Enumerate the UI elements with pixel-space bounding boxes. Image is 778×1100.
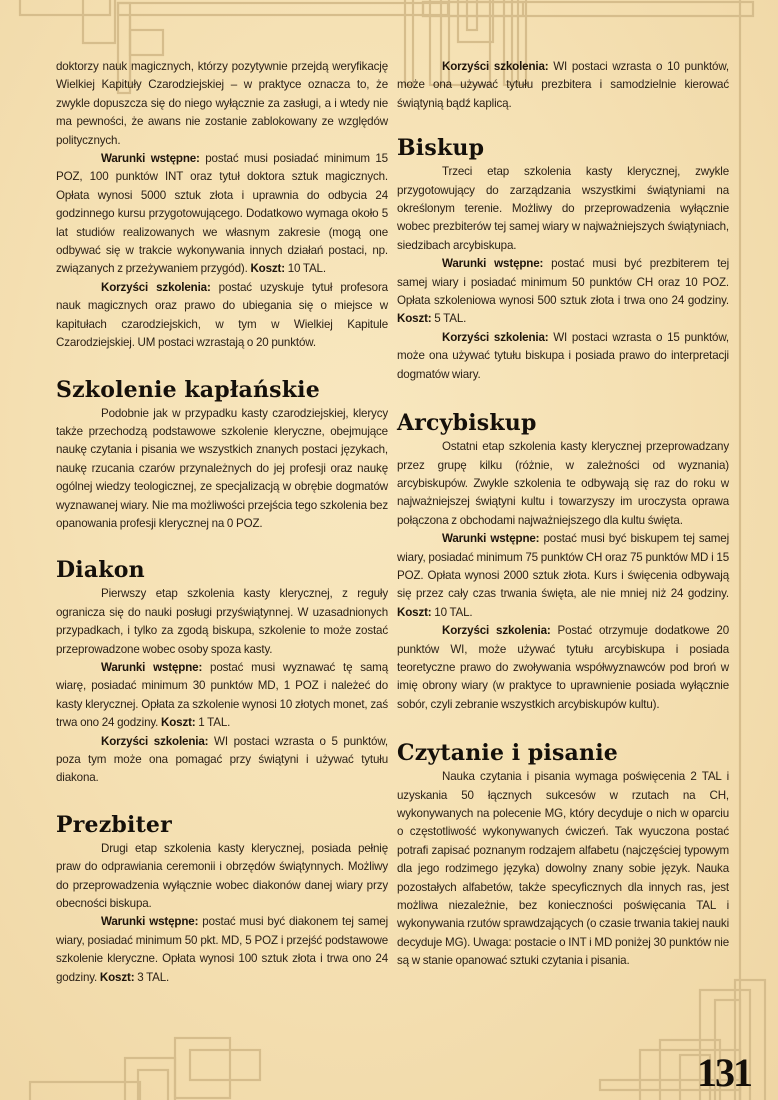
page-number: 131 [697, 1050, 751, 1095]
czytanie-paragraph: Nauka czytania i pisania wymaga poświęcenia 2 TAL i uzyskania 50 łącznych sukcesów w rzutach na CH, wykonywanych na polecenie MG, który decyduje o nich w oparciu o częstotliwość wykonywanych ćwiczeń. Tak wyuczona postać potrafi zapisać poznanym rodzajem alfabetu (najczęściej typowym dla jego rodzimego języka) dowolny znany sobie język. Nauka pozostałych alfabetów, także specyficznych dla innych ras, jest możliwa niezależnie, bez konieczności poświęcania TAL i wykonywania rzutów sprawdzających (o czasie trwania takiej nauki decyduje MG). Uwaga: postacie o INT i MD poniżej 30 punktów nie są w stanie opanować sztuki czytania i pisania. [397, 770, 729, 968]
cost-value: 10 TAL. [431, 605, 473, 619]
cost-label: Koszt: [99, 970, 135, 984]
benefits-text: Postać otrzymuje dodatkowe 20 punktów WI, może używać tytułu arcybiskupa i posiada teoretyczne prawo do zwoływania współwyznawców pod broń w imię obrony wiary (w praktyce to uprawnienie posiada wyłącznie sobór, czyli zebranie wszystkich arcybiskupów kultu). [397, 624, 729, 711]
benefits-label: Korzyści szkolenia: [101, 734, 209, 748]
requirements-text: postać musi wyznawać tę samą wiarę, posiadać minimum 30 punktów MD, 1 POZ i należeć do kasty klerycznej. Opłata za szkolenie wynosi 10 złotych monet, zaś trwa ono 24 godziny. [56, 660, 388, 730]
section-heading-diakon: Diakon [56, 557, 145, 584]
biskup-paragraph: Trzeci etap szkolenia kasty klerycznej, zwykle przygotowujący do zarządzania wszystkimi świątyniami na określonym terenie. Możliwy do przeprowadzenia wyłącznie wobec prezbiterów tej samej wiary w najważniejszych świątyniach, siedzibach arcybiskupa. [397, 165, 729, 252]
cost-label: Koszt: [161, 716, 196, 730]
cost-label: Koszt: [397, 312, 432, 326]
requirements-label: Warunki wstępne: [442, 257, 544, 271]
diakon-paragraph: Pierwszy etap szkolenia kasty klerycznej, z reguły ogranicza się do nauki posługi przyświątynnej. W uzasadnionych przypadkach, i tylko za zgodą biskupa, szkolenie to może zostać przeprowadzone wobec osoby spoza kasty. [56, 587, 388, 656]
benefits-text: WI postaci wzrasta o 5 punktów, poza tym może ona pomagać przy świątyni i używać tytułu diakona. [56, 734, 388, 785]
benefits-text: postać uzyskuje tytuł profesora nauk magicznych oraz prawo do ubiegania się o miejsce w kapitułach czarodziejskich, w tym w Wielkiej Kapitule Czarodziejskiej. UM postaci wzrastają o 20 punktów. [56, 280, 388, 350]
section-heading-szkolenie: Szkolenie kapłańskie [56, 376, 320, 403]
prezbiter-requirements [56, 913, 388, 987]
right-column [397, 58, 729, 971]
biskup-benefits [397, 329, 729, 384]
cost-value: 5 TAL. [431, 312, 467, 326]
section-heading-arcybiskup: Arcybiskup [397, 410, 537, 437]
szkolenie-paragraph: Podobnie jak w przypadku kasty czarodziejskiej, klerycy także przechodzą podstawowe szkolenie kleryczne, obejmujące naukę czytania i pisania we wszystkich znanych postaci językach, naukę rzucania czarów przynależnych do jej profesji oraz naukę ogólnej wiedzy teologicznej, ze specjalizacją w obrębie dogmatów wyznawanej wiary. Nie ma możliwości przejścia tego szkolenia bez opanowania profesji klerycznej na 0 POZ. [56, 406, 388, 530]
requirements-text: postać musi posiadać minimum 15 POZ, 100 punktów INT oraz tytuł doktora sztuk magicznych. Opłata wynosi 5000 sztuk złota i uprawnia do odbycia 24 godzinnego kursu przygotowującego. Dodatkowo wymaga około 5 lat studiów realizowanych we własnym zakresie (mogą one odbywać się w trakcie wykonywania innych działań postaci, np. związanych z przeżywaniem przygód). [56, 152, 388, 276]
diakon-benefits [56, 733, 388, 788]
cost-value: 1 TAL. [195, 716, 231, 730]
section-heading-biskup: Biskup [397, 135, 485, 162]
section-heading-prezbiter: Prezbiter [56, 811, 172, 838]
benefits-text: WI postaci wzrasta o 15 punktów, może ona używać tytułu biskupa i posiada prawo do interpretacji dogmatów wiary. [397, 330, 729, 381]
arcybiskup-benefits [397, 622, 729, 714]
benefits-label: Korzyści szkolenia: [442, 60, 549, 73]
requirements-label: Warunki wstępne: [442, 532, 540, 546]
cost-value: 10 TAL. [284, 262, 326, 276]
arcybiskup-paragraph: Ostatni etap szkolenia kasty klerycznej przeprowadzany przez grupę kilku (różnie, w zależności od wyznania) arcybiskupów. Zwykle szkolenia te odbywają się raz do roku w najważniejszej świątyni kultu i towarzyszy im uroczysta oprawa połączona z obchodami najważniejszego dla kultu święta. [397, 440, 729, 527]
requirements-label: Warunki wstępne: [101, 915, 199, 929]
requirements-text: postać musi być prezbiterem tej samej wiary i posiadać minimum 50 punktów CH oraz 10 POZ. Opłata szkoleniowa wynosi 500 sztuk złota i trwa ono 24 godziny. [397, 257, 729, 308]
requirements-label: Warunki wstępne: [101, 660, 203, 674]
cost-value: 3 TAL. [134, 970, 170, 984]
diakon-requirements [56, 659, 388, 733]
intro-paragraph: doktorzy nauk magicznych, którzy pozytywnie przejdą weryfikację Wielkiej Kapituły Czarodziejskiej – w praktyce oznacza to, że zwykle dopuszcza się do niego wyłącznie za zasługi, a i wtedy nie ma pewności, że awans nie zostanie zablokowany ze względów politycznych. [56, 60, 388, 147]
cost-label: Koszt: [250, 262, 285, 276]
prezbiter-paragraph: Drugi etap szkolenia kasty klerycznej, posiada pełnię praw do odprawiania ceremonii i obrzędów świątynnych. Możliwy do przeprowadzenia wyłącznie wobec diakonów danej wiary przy obecności biskupa. [56, 841, 388, 911]
requirements-text: postać musi być biskupem tej samej wiary, posiadać minimum 75 punktów CH oraz 75 punktów MD i 15 POZ. Opłata wynosi 2000 sztuk złota. Kurs i święcenia odbywają się przez cały czas trwania święta, ale nie mniej niż 24 godziny. [397, 532, 729, 601]
cost-label: Koszt: [397, 605, 432, 619]
section-heading-czytanie: Czytanie i pisanie [397, 740, 618, 767]
left-column [56, 58, 388, 987]
benefits-label: Korzyści szkolenia: [101, 280, 211, 294]
benefits-paragraph [56, 279, 388, 353]
requirements-text: postać musi być diakonem tej samej wiary, posiadać minimum 50 pkt. MD, 5 POZ i przejść podstawowe szkolenie kleryczne. Opłata wynosi 100 sztuk złota i trwa ono 24 godziny. [56, 915, 388, 984]
arcybiskup-requirements [397, 530, 729, 622]
biskup-requirements [397, 255, 729, 329]
benefits-label: Korzyści szkolenia: [442, 624, 551, 638]
requirements-paragraph [56, 150, 388, 279]
benefits-text: WI postaci wzrasta o 10 punktów, może ona używać tytułu prezbitera i samodzielnie kierować świątynią bądź kaplicą. [397, 60, 729, 110]
prezbiter-benefits [397, 58, 729, 113]
benefits-label: Korzyści szkolenia: [442, 330, 549, 344]
requirements-label: Warunki wstępne: [101, 152, 200, 166]
